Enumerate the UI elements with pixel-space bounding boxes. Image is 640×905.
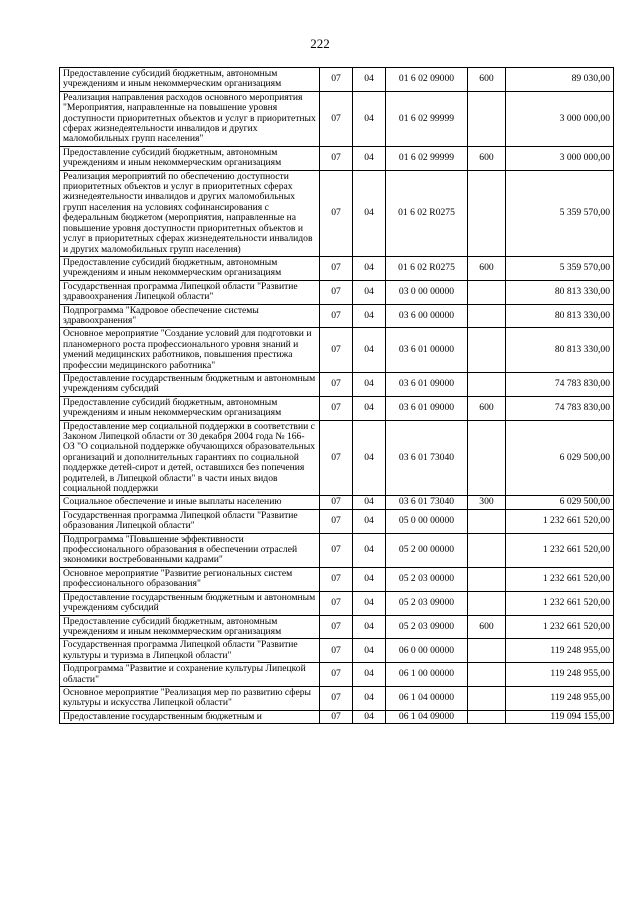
subsection-code-cell: 04 — [353, 591, 386, 615]
section-code-cell: 07 — [320, 686, 353, 710]
expense-name-cell: Основное мероприятие "Реализация мер по развитию сферы культуры и искусства Липецкой области" — [60, 686, 320, 710]
expense-name-cell: Предоставление государственным бюджетным и — [60, 710, 320, 723]
expense-name-cell: Государственная программа Липецкой области "Развитие здравоохранения Липецкой области" — [60, 280, 320, 304]
expense-type-code-cell — [468, 686, 506, 710]
amount-cell: 89 030,00 — [506, 68, 614, 92]
table-row — [60, 146, 614, 170]
amount-cell: 119 248 955,00 — [506, 686, 614, 710]
section-code-cell: 07 — [320, 372, 353, 396]
section-code-cell: 07 — [320, 509, 353, 533]
subsection-code-cell: 04 — [353, 91, 386, 146]
subsection-code-cell: 04 — [353, 567, 386, 591]
subsection-code-cell: 04 — [353, 639, 386, 663]
expense-name-cell: Социальное обеспечение и иные выплаты населению — [60, 496, 320, 509]
budget-table-body — [60, 68, 614, 724]
target-item-code-cell: 03 6 01 73040 — [386, 496, 468, 509]
expense-name-cell: Предоставление государственным бюджетным и автономным учреждениям субсидий — [60, 372, 320, 396]
expense-type-code-cell: 600 — [468, 68, 506, 92]
amount-cell: 119 248 955,00 — [506, 663, 614, 687]
amount-cell: 5 359 570,00 — [506, 256, 614, 280]
expense-name-cell: Предоставление субсидий бюджетным, автономным учреждениям и иным некоммерческим организациям — [60, 615, 320, 639]
section-code-cell: 07 — [320, 396, 353, 420]
subsection-code-cell: 04 — [353, 496, 386, 509]
expense-type-code-cell — [468, 170, 506, 256]
amount-cell: 119 248 955,00 — [506, 639, 614, 663]
expense-name-cell: Предоставление субсидий бюджетным, автономным учреждениям и иным некоммерческим организациям — [60, 146, 320, 170]
target-item-code-cell: 01 6 02 R0275 — [386, 170, 468, 256]
table-row — [60, 280, 614, 304]
section-code-cell: 07 — [320, 328, 353, 373]
target-item-code-cell: 01 6 02 09000 — [386, 68, 468, 92]
expense-name-cell: Предоставление субсидий бюджетным, автономным учреждениям и иным некоммерческим организациям — [60, 256, 320, 280]
expense-name-cell: Основное мероприятие "Создание условий для подготовки и планомерного роста профессионального уровня знаний и умений медицинских работников, повышения престижа профессии медицинского работника" — [60, 328, 320, 373]
target-item-code-cell: 05 2 03 00000 — [386, 567, 468, 591]
subsection-code-cell: 04 — [353, 280, 386, 304]
subsection-code-cell: 04 — [353, 710, 386, 723]
target-item-code-cell: 05 2 03 09000 — [386, 591, 468, 615]
section-code-cell: 07 — [320, 420, 353, 496]
expense-type-code-cell — [468, 533, 506, 567]
expense-name-cell: Подпрограмма "Развитие и сохранение культуры Липецкой области" — [60, 663, 320, 687]
table-row — [60, 710, 614, 723]
subsection-code-cell: 04 — [353, 420, 386, 496]
target-item-code-cell: 03 6 00 00000 — [386, 304, 468, 328]
target-item-code-cell: 05 2 03 09000 — [386, 615, 468, 639]
amount-cell: 1 232 661 520,00 — [506, 509, 614, 533]
subsection-code-cell: 04 — [353, 509, 386, 533]
subsection-code-cell: 04 — [353, 146, 386, 170]
expense-name-cell: Государственная программа Липецкой области "Развитие культуры и туризма в Липецкой области" — [60, 639, 320, 663]
expense-name-cell: Предоставление субсидий бюджетным, автономным учреждениям и иным некоммерческим организациям — [60, 396, 320, 420]
amount-cell: 119 094 155,00 — [506, 710, 614, 723]
expense-type-code-cell — [468, 509, 506, 533]
expense-type-code-cell — [468, 304, 506, 328]
section-code-cell: 07 — [320, 91, 353, 146]
subsection-code-cell: 04 — [353, 615, 386, 639]
table-row — [60, 256, 614, 280]
target-item-code-cell: 03 6 01 73040 — [386, 420, 468, 496]
table-row — [60, 496, 614, 509]
section-code-cell: 07 — [320, 280, 353, 304]
table-row — [60, 91, 614, 146]
section-code-cell: 07 — [320, 567, 353, 591]
table-row — [60, 304, 614, 328]
target-item-code-cell: 03 6 01 09000 — [386, 396, 468, 420]
expense-type-code-cell — [468, 91, 506, 146]
section-code-cell: 07 — [320, 256, 353, 280]
expense-type-code-cell — [468, 328, 506, 373]
amount-cell: 5 359 570,00 — [506, 170, 614, 256]
budget-table — [59, 67, 614, 724]
amount-cell: 3 000 000,00 — [506, 91, 614, 146]
amount-cell: 80 813 330,00 — [506, 304, 614, 328]
table-row — [60, 533, 614, 567]
table-row — [60, 396, 614, 420]
expense-name-cell: Реализация направления расходов основного мероприятия "Мероприятия, направленные на повышение уровня доступности приоритетных объектов и услуг в приоритетных сферах жизнедеятельности инвалидов и других маломобильных групп населения" — [60, 91, 320, 146]
expense-name-cell: Предоставление государственным бюджетным и автономным учреждениям субсидий — [60, 591, 320, 615]
amount-cell: 1 232 661 520,00 — [506, 533, 614, 567]
expense-name-cell: Основное мероприятие "Развитие региональных систем профессионального образования" — [60, 567, 320, 591]
table-row — [60, 591, 614, 615]
target-item-code-cell: 03 6 01 09000 — [386, 372, 468, 396]
table-row — [60, 663, 614, 687]
section-code-cell: 07 — [320, 68, 353, 92]
table-row — [60, 68, 614, 92]
section-code-cell: 07 — [320, 496, 353, 509]
subsection-code-cell: 04 — [353, 686, 386, 710]
section-code-cell: 07 — [320, 710, 353, 723]
target-item-code-cell: 06 0 00 00000 — [386, 639, 468, 663]
subsection-code-cell: 04 — [353, 68, 386, 92]
section-code-cell: 07 — [320, 146, 353, 170]
expense-type-code-cell: 600 — [468, 146, 506, 170]
expense-type-code-cell — [468, 280, 506, 304]
target-item-code-cell: 05 0 00 00000 — [386, 509, 468, 533]
section-code-cell: 07 — [320, 591, 353, 615]
subsection-code-cell: 04 — [353, 663, 386, 687]
section-code-cell: 07 — [320, 304, 353, 328]
target-item-code-cell: 06 1 04 09000 — [386, 710, 468, 723]
expense-type-code-cell: 600 — [468, 396, 506, 420]
section-code-cell: 07 — [320, 533, 353, 567]
amount-cell: 1 232 661 520,00 — [506, 615, 614, 639]
expense-type-code-cell: 600 — [468, 615, 506, 639]
expense-name-cell: Предоставление субсидий бюджетным, автономным учреждениям и иным некоммерческим организациям — [60, 68, 320, 92]
expense-type-code-cell: 300 — [468, 496, 506, 509]
subsection-code-cell: 04 — [353, 372, 386, 396]
expense-name-cell: Подпрограмма "Кадровое обеспечение системы здравоохранения" — [60, 304, 320, 328]
expense-type-code-cell — [468, 420, 506, 496]
expense-name-cell: Подпрограмма "Повышение эффективности профессионального образования в обеспечении отраслей экономики востребованными кадрами" — [60, 533, 320, 567]
target-item-code-cell: 06 1 00 00000 — [386, 663, 468, 687]
expense-type-code-cell — [468, 639, 506, 663]
target-item-code-cell: 01 6 02 99999 — [386, 91, 468, 146]
expense-type-code-cell — [468, 372, 506, 396]
expense-type-code-cell — [468, 591, 506, 615]
table-row — [60, 372, 614, 396]
section-code-cell: 07 — [320, 615, 353, 639]
table-row — [60, 170, 614, 256]
subsection-code-cell: 04 — [353, 304, 386, 328]
expense-name-cell: Государственная программа Липецкой области "Развитие образования Липецкой области" — [60, 509, 320, 533]
subsection-code-cell: 04 — [353, 533, 386, 567]
target-item-code-cell: 01 6 02 99999 — [386, 146, 468, 170]
amount-cell: 6 029 500,00 — [506, 420, 614, 496]
table-row — [60, 509, 614, 533]
expense-type-code-cell — [468, 710, 506, 723]
amount-cell: 80 813 330,00 — [506, 280, 614, 304]
table-row — [60, 567, 614, 591]
subsection-code-cell: 04 — [353, 170, 386, 256]
page-number: 222 — [310, 36, 330, 51]
table-row — [60, 639, 614, 663]
amount-cell: 1 232 661 520,00 — [506, 567, 614, 591]
subsection-code-cell: 04 — [353, 328, 386, 373]
table-row — [60, 420, 614, 496]
target-item-code-cell: 03 0 00 00000 — [386, 280, 468, 304]
amount-cell: 1 232 661 520,00 — [506, 591, 614, 615]
table-row — [60, 615, 614, 639]
expense-type-code-cell: 600 — [468, 256, 506, 280]
target-item-code-cell: 03 6 01 00000 — [386, 328, 468, 373]
target-item-code-cell: 01 6 02 R0275 — [386, 256, 468, 280]
amount-cell: 80 813 330,00 — [506, 328, 614, 373]
expense-type-code-cell — [468, 663, 506, 687]
amount-cell: 3 000 000,00 — [506, 146, 614, 170]
target-item-code-cell: 06 1 04 00000 — [386, 686, 468, 710]
expense-type-code-cell — [468, 567, 506, 591]
section-code-cell: 07 — [320, 170, 353, 256]
amount-cell: 6 029 500,00 — [506, 496, 614, 509]
section-code-cell: 07 — [320, 639, 353, 663]
table-row — [60, 328, 614, 373]
subsection-code-cell: 04 — [353, 256, 386, 280]
target-item-code-cell: 05 2 00 00000 — [386, 533, 468, 567]
amount-cell: 74 783 830,00 — [506, 372, 614, 396]
section-code-cell: 07 — [320, 663, 353, 687]
subsection-code-cell: 04 — [353, 396, 386, 420]
expense-name-cell: Реализация мероприятий по обеспечению доступности приоритетных объектов и услуг в приоритетных сферах жизнедеятельности инвалидов и других маломобильных групп населения на условиях софинансирования с федеральным бюджетом (мероприятия, направленные на повышение уровня доступности приоритетных объектов и услуг в приоритетных сферах жизнедеятельности инвалидов и других маломобильных групп населения) — [60, 170, 320, 256]
amount-cell: 74 783 830,00 — [506, 396, 614, 420]
expense-name-cell: Предоставление мер социальной поддержки в соответствии с Законом Липецкой области от 30 декабря 2004 года № 166-ОЗ "О социальной поддержке обучающихся образовательных организаций и дополнительных гарантиях по социальной поддержке детей-сирот и детей, оставшихся без попечения родителей, в Липецкой области" в части иных видов социальной поддержки — [60, 420, 320, 496]
table-row — [60, 686, 614, 710]
